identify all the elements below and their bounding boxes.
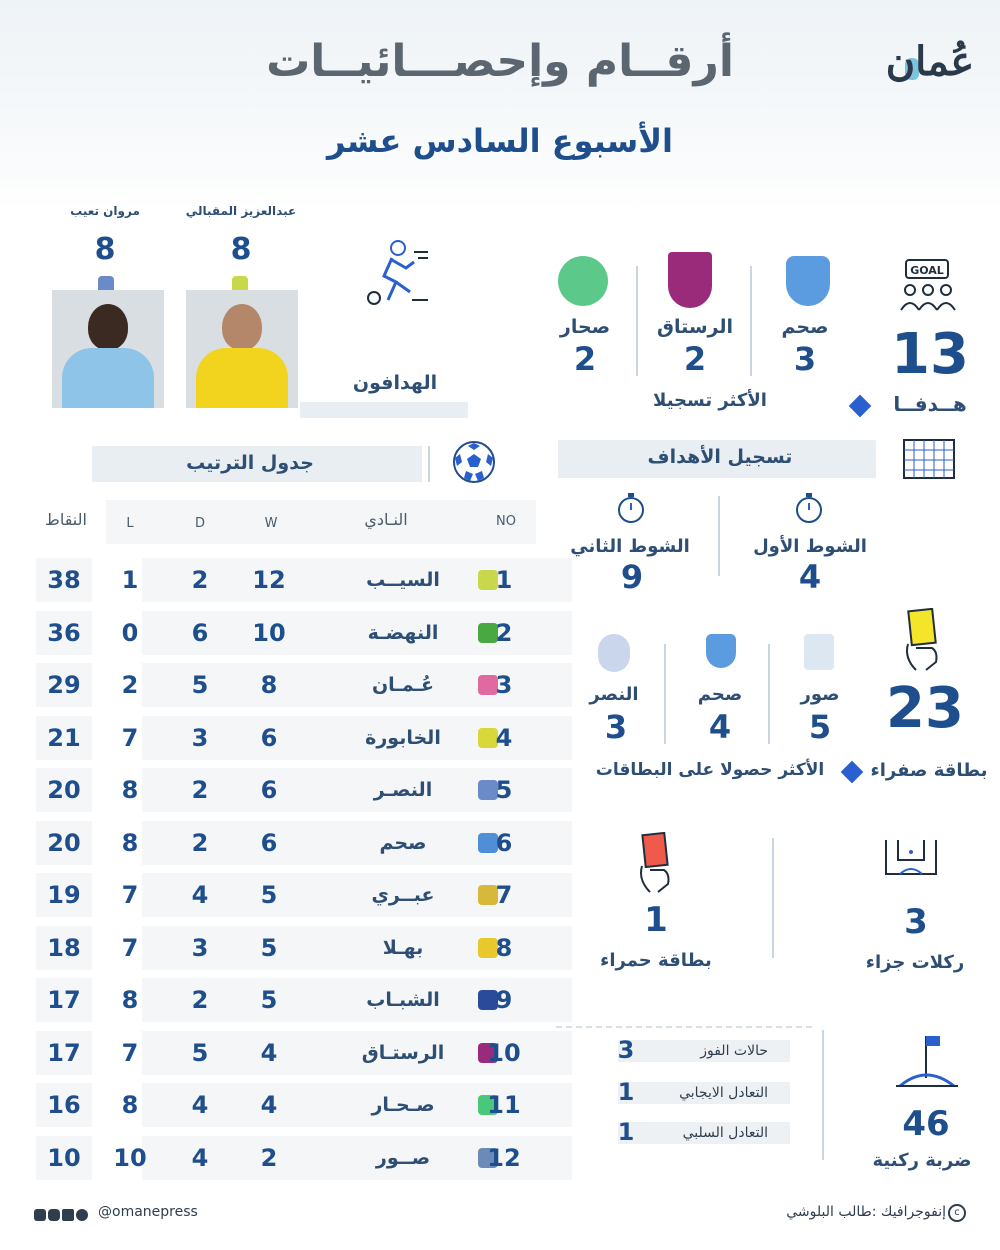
result-value: 1 (617, 1078, 635, 1106)
yellow-team-name: النصر (589, 684, 639, 705)
cell-club: صحم (379, 831, 427, 854)
cell-club: عُـمـان (371, 674, 435, 696)
cell-l: 7 (121, 933, 139, 962)
goal-crowd-icon (896, 256, 960, 316)
cell-d: 5 (191, 1038, 209, 1067)
cell-d: 4 (191, 1143, 209, 1172)
first-half-value: 4 (798, 558, 822, 596)
cell-d: 3 (191, 723, 209, 752)
scorers-underline (300, 402, 468, 418)
goals-team-value: 2 (573, 340, 597, 378)
corner-flag-icon (892, 1030, 962, 1090)
red-value: 1 (644, 900, 668, 940)
cell-l: 8 (121, 776, 139, 804)
page-title: أرقــام وإحصـــائيــات (266, 36, 734, 87)
cell-no: 4 (495, 723, 513, 752)
scorer-photo (186, 290, 298, 408)
yellow-team-value: 3 (604, 708, 628, 746)
cell-w: 10 (252, 618, 286, 647)
cell-club: النهضـة (367, 621, 439, 644)
cell-pts: 20 (36, 821, 92, 865)
cell-w: 6 (260, 776, 278, 804)
results-divider (822, 1030, 824, 1160)
cell-d: 2 (191, 776, 209, 804)
goals-team-name: صحار (559, 316, 611, 338)
header-w: W (264, 516, 278, 531)
table-row (36, 663, 536, 707)
header-l: L (126, 516, 134, 531)
cell-l: 7 (121, 1038, 139, 1067)
yellow-card-icon (902, 608, 948, 672)
social-icons (34, 1206, 94, 1222)
yellow-team-name: صحم (697, 684, 743, 705)
cell-club: الشبـاب (366, 989, 440, 1011)
cell-pts: 38 (36, 558, 92, 602)
corners-value: 46 (902, 1104, 950, 1144)
cell-no: 7 (495, 881, 513, 909)
scorers-label: الهدافون (352, 372, 438, 394)
standings-title: جدول الترتيب (186, 452, 314, 474)
scoring-divider (718, 496, 720, 576)
cell-pts: 29 (36, 663, 92, 707)
cell-d: 4 (191, 1091, 209, 1119)
yellow-diamond-icon (841, 761, 864, 784)
cell-l: 0 (121, 618, 139, 647)
goals-divider (636, 266, 638, 376)
goals-team-name: صحم (781, 316, 829, 338)
cell-l: 8 (121, 1091, 139, 1119)
footballer-icon (362, 238, 430, 308)
top-scoring-label: الأكثر تسجيلا (653, 390, 767, 411)
yellow-team-value: 5 (808, 708, 832, 746)
yellow-most-label: الأكثر حصولا على البطاقات (595, 760, 825, 780)
cell-pts: 21 (36, 716, 92, 760)
x-icon (62, 1209, 74, 1221)
header-d: D (194, 516, 205, 531)
yellow-divider (768, 644, 770, 744)
yellow-team-value: 4 (708, 708, 732, 746)
stadium-background (0, 0, 1000, 210)
header-no: NO (496, 514, 516, 529)
instagram-icon (48, 1209, 60, 1221)
cell-d: 6 (191, 618, 209, 647)
table-row (36, 611, 536, 655)
header-pts: النقاط (45, 510, 87, 529)
table-row (36, 768, 536, 812)
cell-w: 6 (260, 723, 278, 752)
cell-pts: 16 (36, 1083, 92, 1127)
cell-club: صـحـار (371, 1094, 435, 1116)
second-half-value: 9 (620, 558, 644, 596)
table-row (36, 1031, 536, 1075)
cell-l: 1 (121, 566, 139, 594)
brand-logo: عُمان (885, 38, 975, 85)
goals-total: 13 (891, 322, 969, 387)
facebook-icon (76, 1209, 88, 1221)
cell-l: 8 (121, 986, 139, 1014)
youtube-icon (34, 1209, 46, 1221)
goals-divider (750, 266, 752, 376)
red-label: بطاقة حمراء (600, 950, 712, 971)
cell-pts: 36 (36, 611, 92, 655)
penalties-value: 3 (904, 902, 928, 942)
cell-no: 12 (487, 1143, 521, 1172)
cell-d: 2 (191, 828, 209, 857)
first-half-label: الشوط الأول (753, 536, 867, 557)
scorer-name: عبدالعزيز المقبالي (185, 204, 297, 218)
corners-label: ضربة ركنية (872, 1150, 972, 1171)
cell-w: 5 (260, 933, 278, 962)
cell-w: 4 (260, 1091, 278, 1119)
stopwatch-icon (794, 492, 824, 524)
cell-club: صــور (375, 1146, 431, 1169)
goal-net-icon (900, 436, 958, 482)
cell-no: 3 (495, 671, 513, 699)
cell-l: 2 (121, 671, 139, 699)
cell-w: 2 (260, 1143, 278, 1172)
table-row (36, 978, 536, 1022)
cell-d: 4 (191, 881, 209, 909)
cell-l: 8 (121, 828, 139, 857)
table-row (36, 821, 536, 865)
rustaq-crest-icon (668, 252, 712, 308)
cell-no: 6 (495, 828, 513, 857)
cell-no: 11 (487, 1091, 521, 1119)
cell-d: 2 (191, 986, 209, 1014)
goals-team-name: الرستاق (656, 316, 734, 338)
cell-no: 2 (495, 618, 513, 647)
yellow-team-name: صور (800, 684, 840, 705)
cell-l: 7 (121, 723, 139, 752)
cell-no: 10 (487, 1038, 521, 1067)
cell-no: 1 (495, 566, 513, 594)
goals-label: هــدفــا (893, 392, 967, 416)
cell-pts: 20 (36, 768, 92, 812)
cell-club: بهـلا (382, 936, 424, 959)
scorer-goals: 8 (94, 232, 116, 267)
football-icon (452, 440, 496, 484)
yellow-label: بطاقة صفراء (870, 760, 988, 781)
cell-club: الرستـاق (361, 1041, 445, 1064)
cell-club: النصـر (373, 779, 433, 801)
cell-w: 12 (252, 566, 286, 594)
page-subtitle: الأسبوع السادس عشر (327, 122, 673, 160)
scorer-goals: 8 (230, 232, 252, 267)
penalty-area-icon (882, 836, 940, 878)
cell-w: 8 (260, 671, 278, 699)
table-row (36, 558, 536, 602)
cell-no: 9 (495, 986, 513, 1014)
yellow-divider (664, 644, 666, 744)
cell-w: 5 (260, 881, 278, 909)
goals-team-value: 3 (793, 340, 817, 378)
cell-pts: 10 (36, 1136, 92, 1180)
saham-crest-icon (786, 256, 830, 306)
stopwatch-icon (616, 492, 646, 524)
credit-text: إنفوجرافيك :طالب البلوشي (786, 1204, 946, 1220)
cell-no: 8 (495, 933, 513, 962)
red-card-icon (636, 832, 680, 894)
standings-header-bg (106, 500, 536, 544)
penalties-label: ركلات جزاء (865, 952, 965, 973)
standings-title-divider (428, 446, 430, 482)
cell-club: السيــب (366, 569, 440, 591)
cell-pts: 17 (36, 1031, 92, 1075)
goals-team-value: 2 (683, 340, 707, 378)
goals-diamond-icon (849, 395, 872, 418)
result-label: التعادل الايجابي (618, 1082, 790, 1104)
scoring-title: تسجيل الأهداف (647, 446, 793, 468)
cell-l: 7 (121, 881, 139, 909)
social-handle: @omanepress (98, 1204, 198, 1220)
cell-club: عبــري (371, 884, 435, 906)
header-club: النـادي (364, 510, 408, 529)
table-row (36, 873, 536, 917)
cell-w: 5 (260, 986, 278, 1014)
nasr-crest-icon (598, 634, 630, 672)
result-value: 1 (617, 1118, 635, 1146)
copyright-icon: c (948, 1204, 966, 1222)
cell-d: 5 (191, 671, 209, 699)
table-row (36, 1136, 536, 1180)
result-value: 3 (617, 1036, 635, 1064)
cell-w: 4 (260, 1038, 278, 1067)
cell-l: 10 (113, 1143, 147, 1172)
result-label: حالات الفوز (618, 1040, 790, 1062)
sur-crest-icon (804, 634, 834, 670)
sohar-crest-icon (558, 256, 608, 306)
table-row (36, 926, 536, 970)
red-penalty-divider (772, 838, 774, 958)
table-row (36, 1083, 536, 1127)
scorer-name: مروان تعيب (70, 204, 140, 218)
cell-pts: 17 (36, 978, 92, 1022)
yellow-total: 23 (886, 676, 964, 741)
cell-w: 6 (260, 828, 278, 857)
table-row (36, 716, 536, 760)
cell-pts: 19 (36, 873, 92, 917)
cell-club: الخابورة (365, 726, 441, 749)
cell-d: 3 (191, 933, 209, 962)
goal-icon-text: GOAL (910, 264, 944, 277)
saham-crest-icon (706, 634, 736, 668)
second-half-label: الشوط الثاني (570, 536, 690, 557)
cell-pts: 18 (36, 926, 92, 970)
result-label: التعادل السلبي (618, 1122, 790, 1144)
cell-d: 2 (191, 566, 209, 594)
cell-no: 5 (495, 776, 513, 804)
scorer-photo (52, 290, 164, 408)
